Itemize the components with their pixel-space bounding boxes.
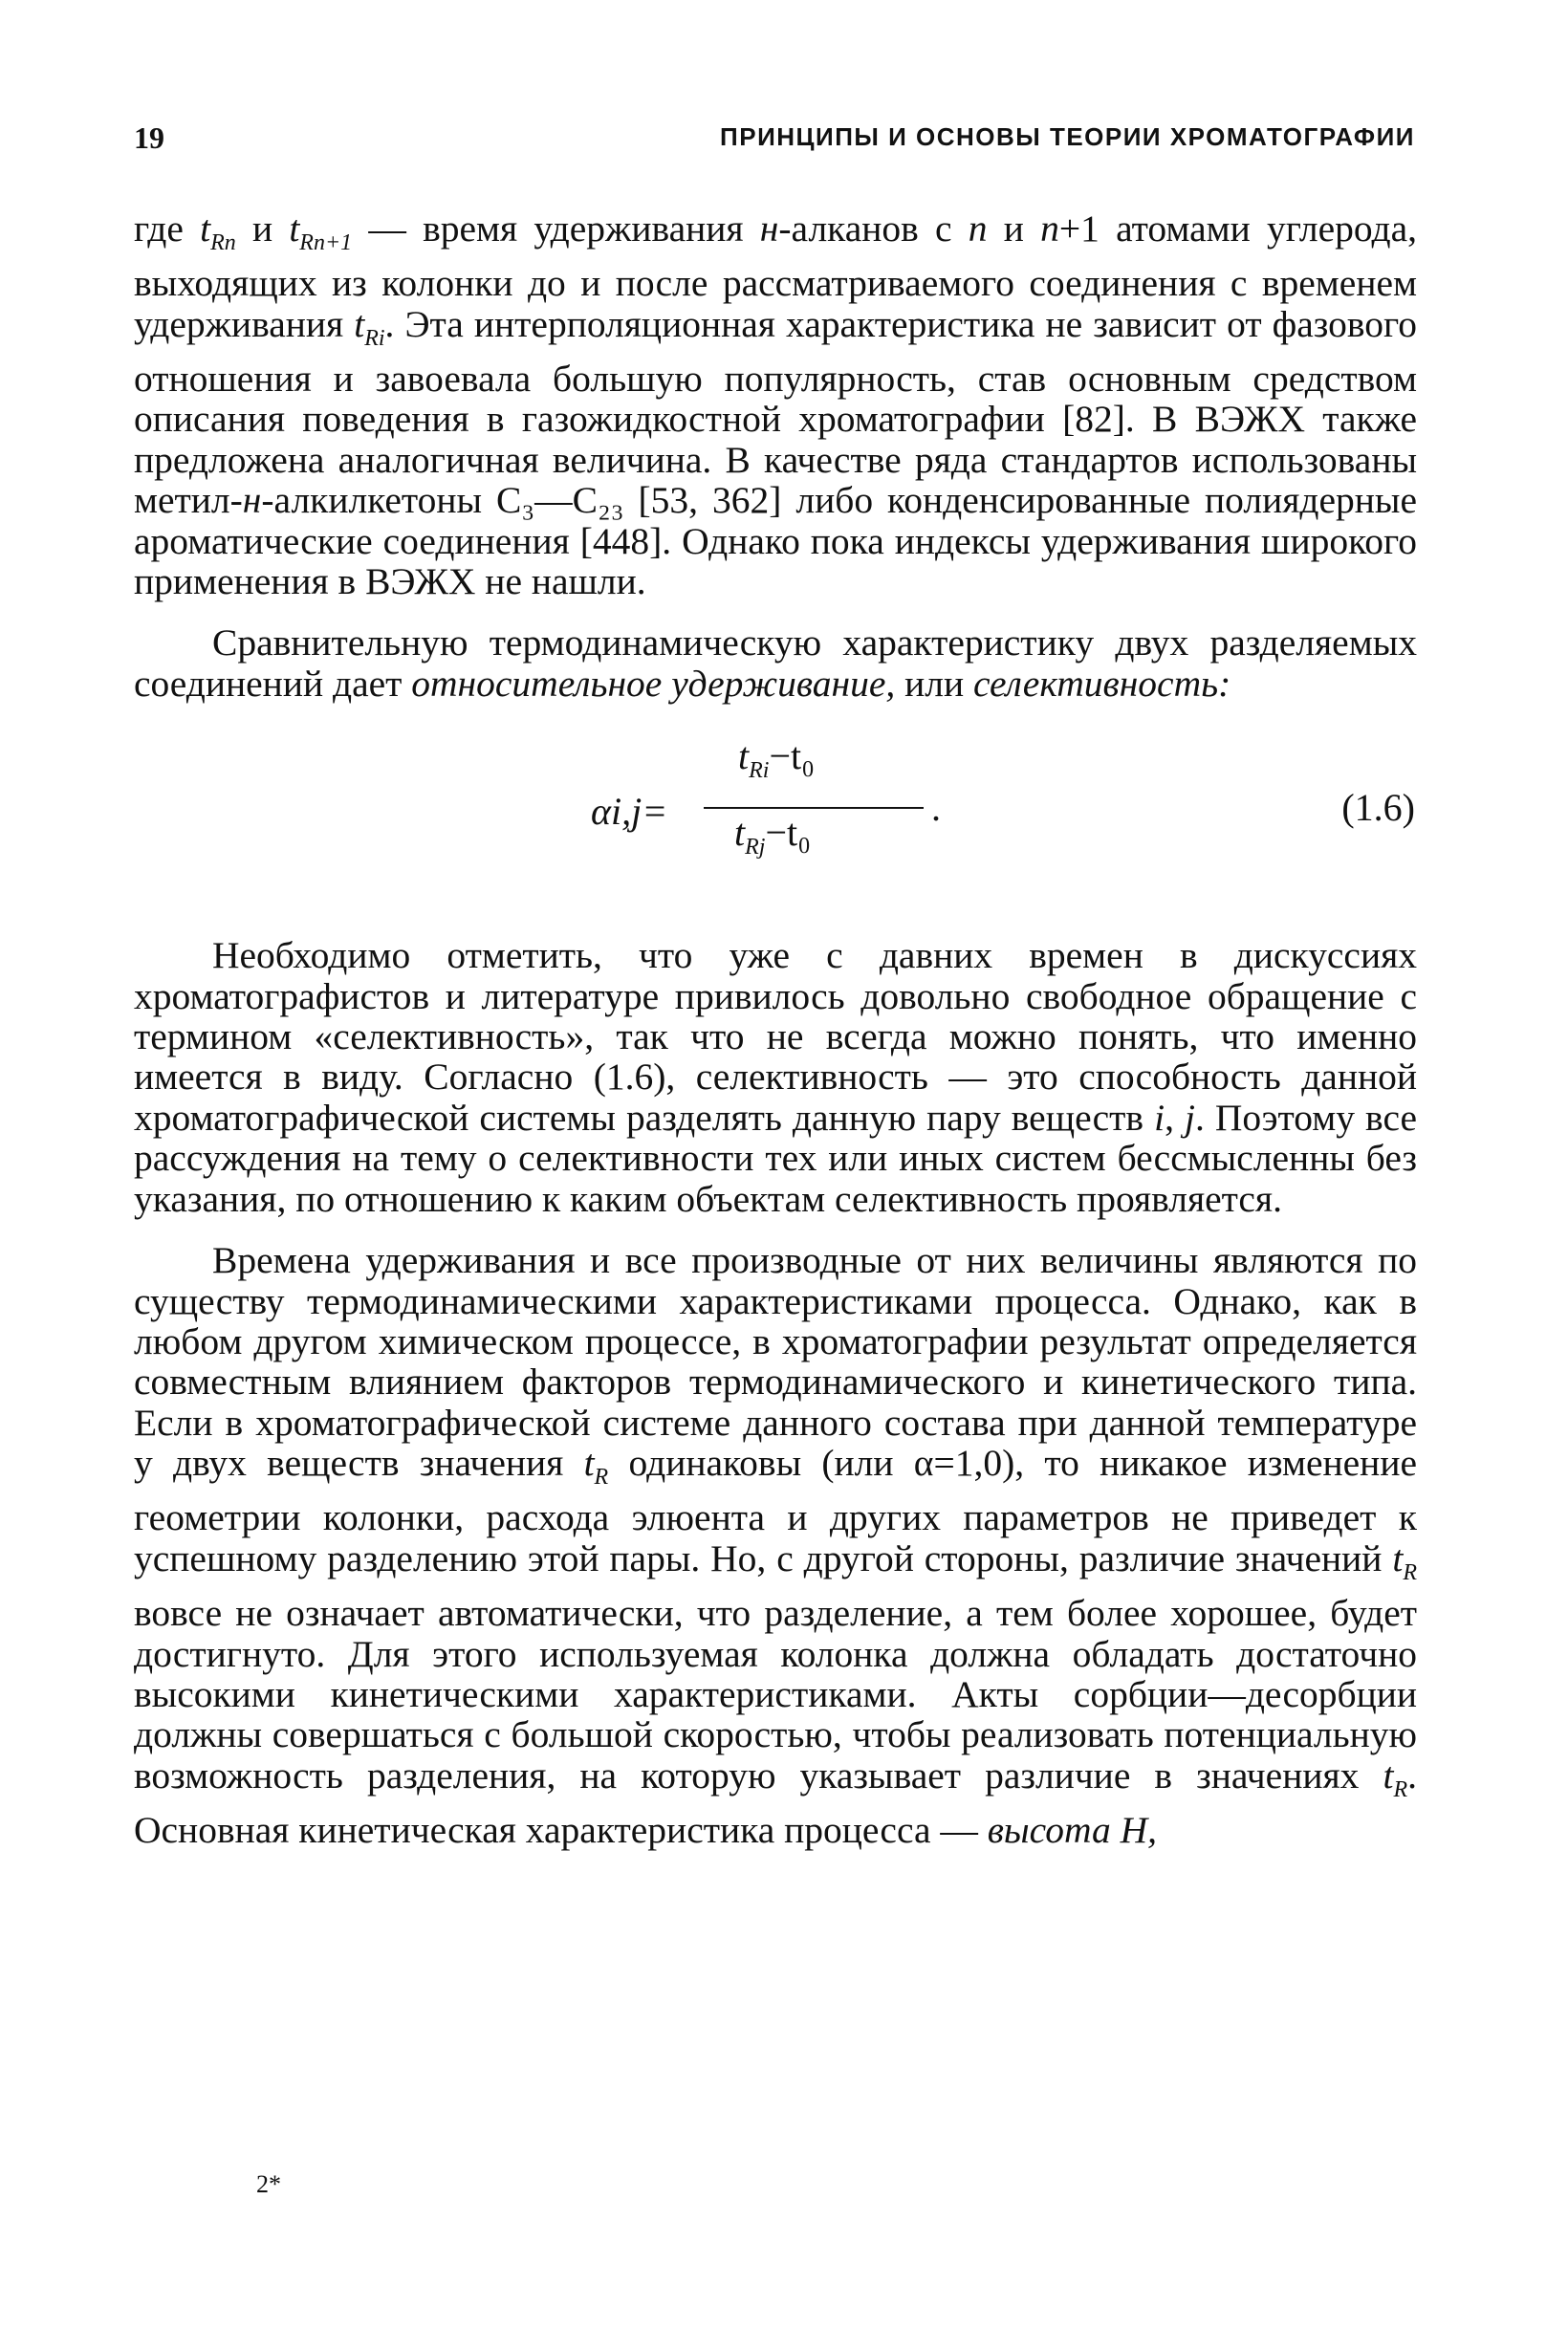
paragraph-kinetics: Времена удерживания и все производные от них величины являются по существу термодинамическими характеристиками процесса. Однако, как в любом другом химическом процессе, в хроматографии результат определяется совместным влиянием факторов термодинамического и кинетического типа. Если в хроматографической системе данного состава при данной температуре у двух веществ значения $t_R$ одинаковы (или α=1,0), то никакое изменение геометрии колонки, расхода элюента и других параметров не приведет к успешному разделению этой пары. Но, с другой стороны, различие значений $t_R$ вовсе не означает автоматически, что разделение, а тем более хорошее, будет достигнуто. Для этого используемая колонка должна обладать достаточно высокими кинетическими характеристиками. Акты сорбции—десорбции должны совершаться с большой скоростью, чтобы реализовать потенциальную возможность разделения, на которую указывает различие в значениях $t_R$. Основная кинетическая характеристика процесса — высота H, [134, 1239, 1417, 1852]
paragraph-retention-index: где $t_{Rn}$ и $t_{Rn+1}$ — время удерживания н-алканов с n и n+1 атомами углерода, выходящих из колонки до и после рассматриваемого соединения с временем удерживания $t_{Ri}$. Эта интерполяционная характеристика не зависит от фазового отношения и завоевала большую популярность, став основным средством описания поведения в газожидкостной хроматографии [82]. В ВЭЖХ также предложена аналогичная величина. В качестве ряда стандартов использованы метил-н-алкилкетоны C₃—C₂₃ [53, 362] либо конденсированные полиядерные ароматические соединения [448]. Однако пока индексы удерживания широкого применения в ВЭЖХ не нашли. [134, 207, 1418, 603]
paragraph-selectivity-intro: Сравнительную термодинамическую характеристику двух разделяемых соединений дает относительное удерживание, или селективность: [134, 621, 1417, 705]
page-number: 19 [134, 120, 164, 155]
running-title: ПРИНЦИПЫ И ОСНОВЫ ТЕОРИИ ХРОМАТОГРАФИИ [720, 122, 1415, 151]
signature-mark: 2* [256, 2170, 281, 2198]
fraction-bar [704, 807, 924, 809]
equation-number: (1.6) [1341, 786, 1415, 830]
formula-denominator: $t_{Rj}-t_0$ [734, 811, 812, 860]
page-header [134, 120, 1415, 168]
selectivity-formula [591, 736, 992, 880]
equation-1-6 [134, 715, 1417, 897]
formula-period: . [931, 786, 941, 830]
paragraph-selectivity-definition: Необходимо отметить, что уже с давних времен в дискуссиях хроматографистов и литературе привилось довольно свободное обращение с термином «селективность», так что не всегда можно понять, что именно имеется в виду. Согласно (1.6), селективность — это способность данной хроматографической системы разделять данную пару веществ i, j. Поэтому все рассуждения на тему о селективности тех или иных систем бессмысленны без указания, по отношению к каким объектам селективность проявляется. [134, 934, 1418, 1220]
formula-lhs: αi,j= [591, 790, 668, 834]
formula-numerator: $t_{Ri}-t_0$ [738, 734, 816, 784]
body-text [134, 208, 1417, 1850]
